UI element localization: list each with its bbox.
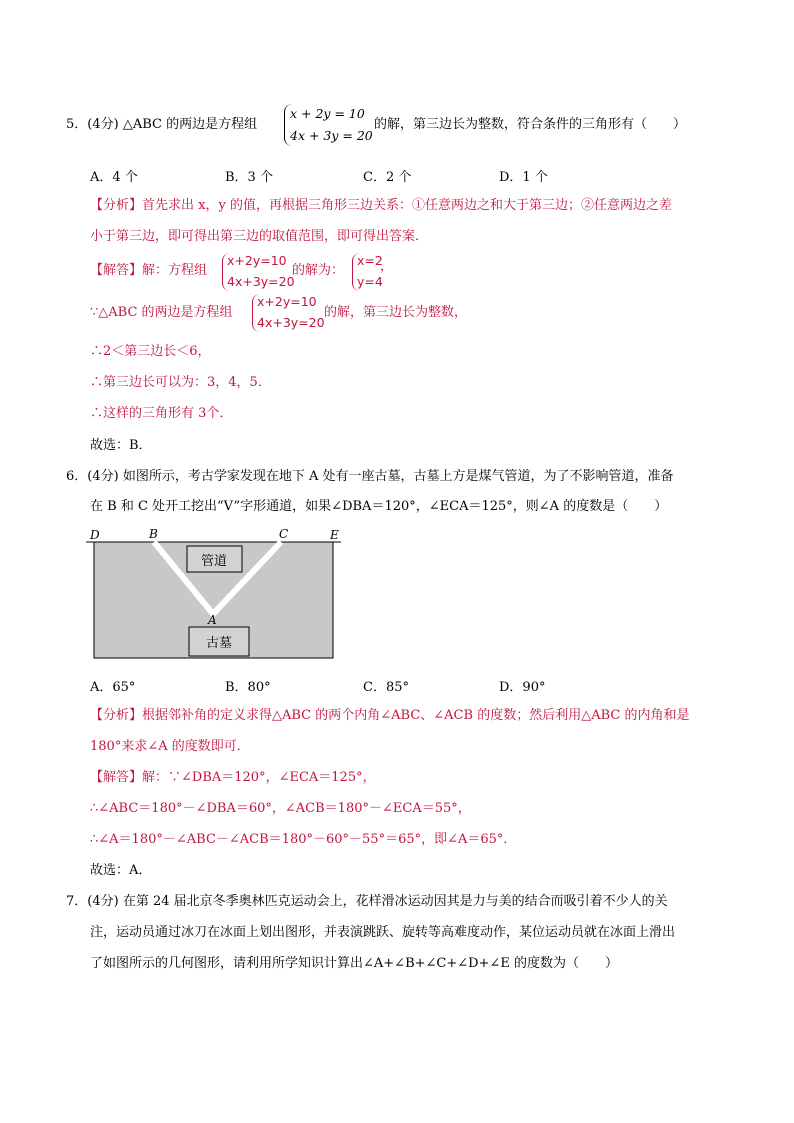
q5-count: ∴这样的三角形有 3个． — [90, 406, 233, 421]
q6-option-b: B．80° — [225, 680, 271, 695]
q5-option-d: D．1 个 — [499, 170, 548, 185]
q5-because-start: ∵△ABC 的两边是方程组 — [90, 305, 233, 320]
q6-solution-line-3: ∴∠A＝180°－∠ABC－∠ACB＝180°－60°－55°＝65°，即∠A＝65°． — [90, 832, 517, 847]
point-c-label: C — [279, 527, 289, 541]
q6-choose: 故选：A． — [90, 863, 152, 878]
q5-option-c: C．2 个 — [363, 170, 412, 185]
q5-stem-start: 5．(4分) △ABC 的两边是方程组 — [66, 117, 258, 132]
q5-solution-label: 【解答】解：方程组 — [90, 263, 208, 278]
q6-solution-line-2: ∴∠ABC＝180°－∠DBA＝60°，∠ACB＝180°－∠ECA＝55°， — [90, 801, 471, 816]
q5-range: ∴2＜第三边长＜6， — [90, 344, 211, 359]
q6-solution-line-1: 【解答】解：∵∠DBA＝120°，∠ECA＝125°， — [90, 770, 376, 785]
pipe-label: 管道 — [200, 554, 228, 569]
q5-because-eq-1: x+2y=10 — [257, 294, 317, 309]
q5-option-a: A．4 个 — [90, 170, 138, 185]
point-a-label: A — [208, 613, 217, 627]
q7-stem-line-3: 了如图所示的几何图形，请利用所学知识计算出∠A+∠B+∠C+∠D+∠E 的度数为（ ） — [90, 956, 618, 971]
q5-result-y: y=4 — [357, 274, 383, 289]
q5-equation-2: 4x + 3y = 20 — [290, 128, 373, 143]
q6-analysis-line-2: 180°来求∠A 的度数即可． — [90, 739, 250, 754]
q5-analysis-line-2: 小于第三边，即可得出第三边的取值范围，即可得出答案． — [90, 229, 429, 244]
q5-stem-end: 的解，第三边长为整数，符合条件的三角形有（ ） — [374, 117, 687, 132]
point-e-label: E — [330, 528, 339, 542]
tomb-label: 古墓 — [205, 636, 233, 651]
q5-choose: 故选：B． — [90, 438, 152, 453]
q6-option-a: A．65° — [90, 680, 136, 695]
q5-values: ∴第三边长可以为：3，4，5． — [90, 375, 271, 390]
q7-stem-line-2: 注，运动员通过冰刀在冰面上划出图形，并表演跳跃、旋转等高难度动作，某位运动员就在冰面上滑出 — [90, 925, 676, 940]
q5-option-b: B．3 个 — [225, 170, 273, 185]
q6-option-c: C．85° — [363, 680, 409, 695]
q6-stem-line-1: 6．(4分) 如图所示，考古学家发现在地下 A 处有一座古墓，古墓上方是煤气管道，为了不影响管道，准备 — [66, 469, 674, 484]
q7-stem-line-1: 7．(4分) 在第 24 届北京冬季奥林匹克运动会上，花样滑冰运动因其是力与美的结合而吸引着不少人的关 — [66, 894, 668, 909]
q6-analysis-line-1: 【分析】根据邻补角的定义求得△ABC 的两个内角∠ABC、∠ACB 的度数；然后利用△ABC 的内角和是 — [90, 708, 690, 723]
q5-solution-mid: 的解为： — [292, 263, 345, 278]
q5-because-end: 的解，第三边长为整数， — [324, 305, 468, 320]
q6-option-d: D．90° — [499, 680, 546, 695]
q5-solution-system — [222, 253, 293, 291]
q5-because-eq-2: 4x+3y=20 — [257, 315, 325, 330]
point-b-label: B — [149, 527, 158, 541]
q5-result-comma: ， — [380, 259, 394, 274]
q5-solution-eq-2: 4x+3y=20 — [227, 274, 295, 289]
point-d-label: D — [90, 528, 100, 542]
q5-result-x: x=2 — [357, 253, 383, 268]
q5-equation-system — [284, 104, 375, 146]
q6-figure — [86, 526, 346, 660]
q5-analysis-line-1: 【分析】首先求出 x，y 的值，再根据三角形三边关系：①任意两边之和大于第三边；②任意两边之差 — [90, 198, 672, 213]
q5-equation-1: x + 2y = 10 — [290, 106, 365, 121]
q5-because-system — [252, 294, 323, 332]
q6-stem-line-2: 在 B 和 C 处开工挖出“V”字形通道，如果∠DBA＝120°，∠ECA＝125°，则∠A 的度数是（ ） — [90, 499, 668, 514]
q5-solution-eq-1: x+2y=10 — [227, 253, 287, 268]
